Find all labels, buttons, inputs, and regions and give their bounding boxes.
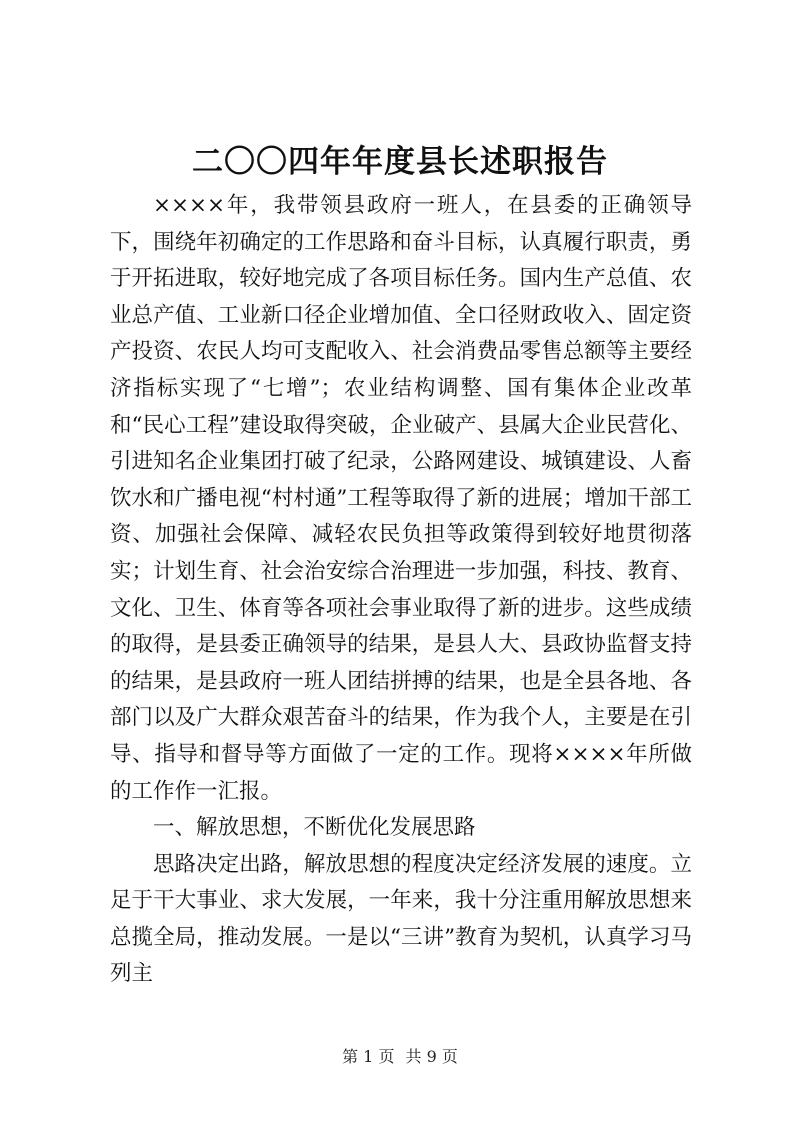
section-heading: 一、解放思想，不断优化发展思路 — [153, 815, 476, 841]
document-body — [110, 188, 692, 993]
page-total: 共 9 页 — [405, 1047, 458, 1066]
page-number: 第 1 页 — [342, 1047, 395, 1066]
page-footer — [0, 1047, 800, 1067]
intro-paragraph: ××××年，我带领县政府一班人，在县委的正确领导下，围绕年初确定的工作思路和奋斗目标，认真履行职责，勇于开拓进取，较好地完成了各项目标任务。国内生产总值、农业总产值、工业新口径企业增加值、全口径财政收入、固定资产投资、农民人均可支配收入、社会消费品零售总额等主要经济指标实现了“七增”；农业结构调整、国有集体企业改革和“民心工程”建设取得突破，企业破产、县属大企业民营化、引进知名企业集团打破了纪录，公路网建设、城镇建设、人畜饮水和广播电视“村村通”工程等取得了新的进展；增加干部工资、加强社会保障、减轻农民负担等政策得到较好地贯彻落实；计划生育、社会治安综合治理进一步加强，科技、教育、文化、卫生、体育等各项社会事业取得了新的进步。这些成绩的取得，是县委正确领导的结果，是县人大、县政协监督支持的结果，是县政府一班人团结拼搏的结果，也是全县各地、各部门以及广大群众艰苦奋斗的结果，作为我个人，主要是在引导、指导和督导等方面做了一定的工作。现将××××年所做的工作作一汇报。 — [110, 193, 692, 804]
section-paragraph: 思路决定出路，解放思想的程度决定经济发展的速度。立足于干大事业、求大发展，一年来，我十分注重用解放思想来总揽全局，推动发展。一是以“三讲”教育为契机，认真学习马列主 — [110, 851, 692, 987]
page-title: 二〇〇四年年度县长述职报告 — [192, 144, 608, 180]
